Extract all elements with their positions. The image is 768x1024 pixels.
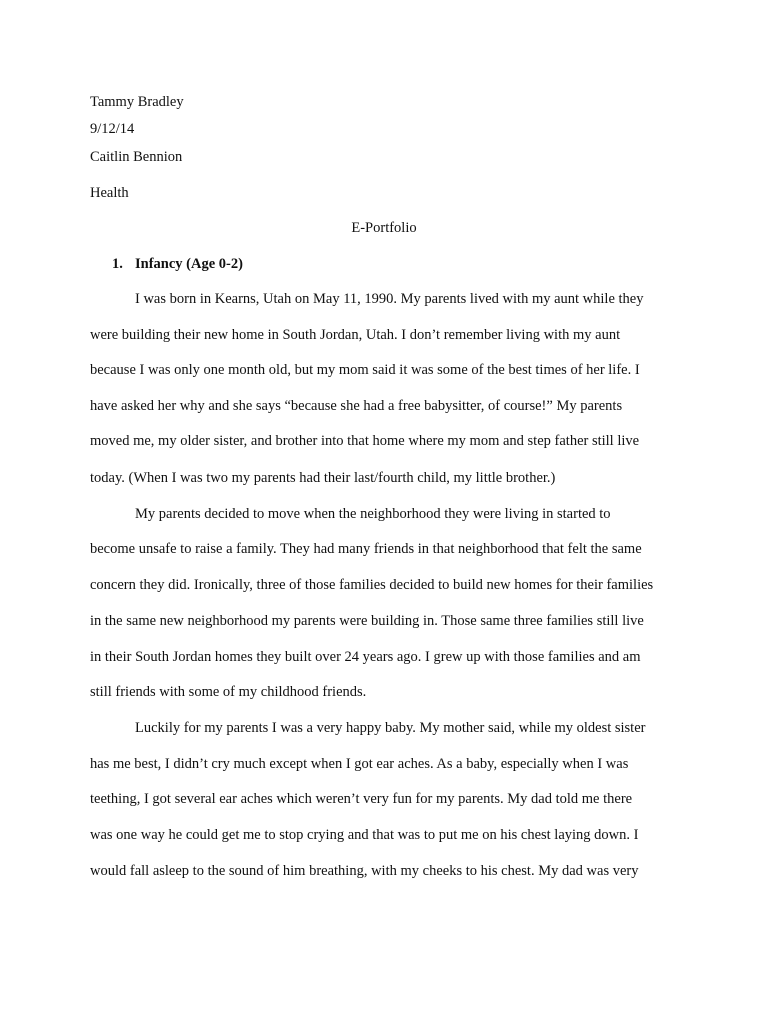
paragraph-line: teething, I got several ear aches which weren’t very fun for my parents. My dad told me there: [90, 791, 633, 807]
paragraph-line: Luckily for my parents I was a very happy baby. My mother said, while my oldest sister: [135, 720, 646, 736]
paragraph-line: in their South Jordan homes they built over 24 years ago. I grew up with those families and am: [90, 649, 641, 665]
paragraph-line: were building their new home in South Jordan, Utah. I don’t remember living with my aunt: [90, 327, 621, 343]
paragraph-line: has me best, I didn’t cry much except when I got ear aches. As a baby, especially when I was: [90, 756, 629, 772]
paragraph-line: I was born in Kearns, Utah on May 11, 1990. My parents lived with my aunt while they: [135, 291, 644, 307]
document-date: 9/12/14: [90, 121, 135, 137]
document-title: E-Portfolio: [351, 220, 417, 236]
paragraph-line: concern they did. Ironically, three of those families decided to build new homes for their families: [90, 577, 654, 593]
course-name: Health: [90, 185, 129, 201]
section-number: 1.: [112, 256, 123, 272]
section-heading: [112, 255, 243, 273]
section-title: Infancy (Age 0-2): [135, 256, 243, 272]
paragraph-line: moved me, my older sister, and brother into that home where my mom and step father still live: [90, 433, 640, 449]
paragraph-line: have asked her why and she says “because she had a free babysitter, of course!” My parents: [90, 398, 623, 414]
paragraph-line: because I was only one month old, but my mom said it was some of the best times of her life. I: [90, 362, 640, 378]
paragraph-line: become unsafe to raise a family. They had many friends in that neighborhood that felt the same: [90, 541, 642, 557]
paragraph-line: would fall asleep to the sound of him breathing, with my cheeks to his chest. My dad was very: [90, 863, 639, 879]
paragraph-line: My parents decided to move when the neighborhood they were living in started to: [135, 506, 611, 522]
instructor-name: Caitlin Bennion: [90, 149, 183, 165]
paragraph-line: in the same new neighborhood my parents were building in. Those same three families still live: [90, 613, 644, 629]
paragraph-line: was one way he could get me to stop crying and that was to put me on his chest laying down. I: [90, 827, 639, 843]
author-name: Tammy Bradley: [90, 94, 184, 110]
paragraph-line: today. (When I was two my parents had their last/fourth child, my little brother.): [90, 470, 556, 486]
paragraph-line: still friends with some of my childhood friends.: [90, 684, 367, 700]
